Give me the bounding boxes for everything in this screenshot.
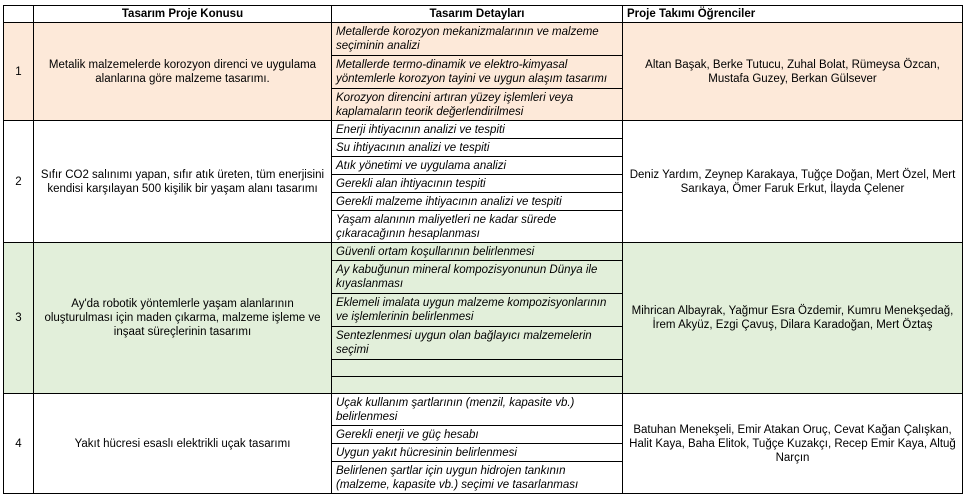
detail-cell[interactable]: Yaşam alanının maliyetleri ne kadar sürede çıkaracağının hesaplanması [332, 211, 623, 243]
row-number-cell[interactable]: 3 [4, 243, 34, 394]
header-topic-cell[interactable]: Tasarım Proje Konusu [34, 6, 332, 23]
detail-cell[interactable]: Korozyon direncini artıran yüzey işlemleri veya kaplamaların teorik değerlendirilmesi [332, 89, 623, 121]
row-number-cell[interactable]: 1 [4, 23, 34, 121]
topic-cell[interactable]: Sıfır CO2 salınımı yapan, sıfır atık üreten, tüm enerjisini kendisi karşılayan 500 kişilik bir yaşam alanı tasarımı [34, 121, 332, 243]
detail-cell[interactable]: Uçak kullanım şartlarının (menzil, kapasite vb.) belirlenmesi [332, 394, 623, 426]
detail-cell[interactable]: Gerekli malzeme ihtiyacının analizi ve tespiti [332, 193, 623, 211]
detail-cell[interactable]: Metallerde termo-dinamik ve elektro-kimyasal yöntemlerle korozyon tayini ve uygun alaşım tasarımı [332, 56, 623, 89]
detail-cell[interactable]: Metallerde korozyon mekanizmalarının ve malzeme seçiminin analizi [332, 23, 623, 56]
detail-cell[interactable]: Uygun yakıt hücresinin belirlenmesi [332, 444, 623, 462]
team-cell[interactable]: Mihrican Albayrak, Yağmur Esra Özdemir, Kumru Menekşedağ, İrem Akyüz, Ezgi Çavuş, Dilara Karadoğan, Mert Öztaş [623, 243, 963, 394]
team-cell[interactable]: Deniz Yardım, Zeynep Karakaya, Tuğçe Doğan, Mert Özel, Mert Sarıkaya, Ömer Faruk Erkut, İlayda Çelener [623, 121, 963, 243]
detail-cell[interactable]: Ay kabuğunun mineral kompozisyonunun Dünya ile kıyaslanması [332, 261, 623, 294]
detail-cell[interactable]: Su ihtiyacının analizi ve tespiti [332, 139, 623, 157]
detail-cell[interactable]: Gerekli enerji ve güç hesabı [332, 426, 623, 444]
topic-cell[interactable]: Metalik malzemelerde korozyon direnci ve uygulama alanlarına göre malzeme tasarımı. [34, 23, 332, 121]
detail-cell[interactable]: Enerji ihtiyacının analizi ve tespiti [332, 121, 623, 139]
topic-cell[interactable]: Yakıt hücresi esaslı elektrikli uçak tasarımı [34, 394, 332, 494]
detail-cell[interactable]: Eklemeli imalata uygun malzeme kompozisyonlarının ve işlemlerinin belirlenmesi [332, 294, 623, 327]
table-row [4, 243, 963, 261]
header-row [4, 6, 963, 23]
team-cell[interactable]: Batuhan Menekşeli, Emir Atakan Oruç, Cevat Kağan Çalışkan, Halit Kaya, Baha Elitok, Tuğçe Kuzakçı, Recep Emir Kaya, Altuğ Narçın [623, 394, 963, 494]
detail-cell[interactable]: Gerekli alan ihtiyacının tespiti [332, 175, 623, 193]
detail-cell[interactable] [332, 360, 623, 377]
detail-cell[interactable]: Atık yönetimi ve uygulama analizi [332, 157, 623, 175]
project-table [3, 5, 963, 494]
row-number-cell[interactable]: 4 [4, 394, 34, 494]
topic-cell[interactable]: Ay'da robotik yöntemlerle yaşam alanlarının oluşturulması için maden çıkarma, malzeme işleme ve inşaat süreçlerinin tasarımı [34, 243, 332, 394]
header-num-cell[interactable] [4, 6, 34, 23]
table-row [4, 394, 963, 426]
team-cell[interactable]: Altan Başak, Berke Tutucu, Zuhal Bolat, Rümeysa Özcan, Mustafa Guzey, Berkan Gülsever [623, 23, 963, 121]
detail-cell[interactable] [332, 377, 623, 394]
header-details-cell[interactable]: Tasarım Detayları [332, 6, 623, 23]
detail-cell[interactable]: Belirlenen şartlar için uygun hidrojen tankının (malzeme, kapasite vb.) seçimi ve tasarlanması [332, 462, 623, 494]
header-team-cell[interactable]: Proje Takımı Öğrenciler [623, 6, 963, 23]
table-row [4, 121, 963, 139]
table-row [4, 23, 963, 56]
detail-cell[interactable]: Sentezlenmesi uygun olan bağlayıcı malzemelerin seçimi [332, 327, 623, 360]
detail-cell[interactable]: Güvenli ortam koşullarının belirlenmesi [332, 243, 623, 261]
row-number-cell[interactable]: 2 [4, 121, 34, 243]
